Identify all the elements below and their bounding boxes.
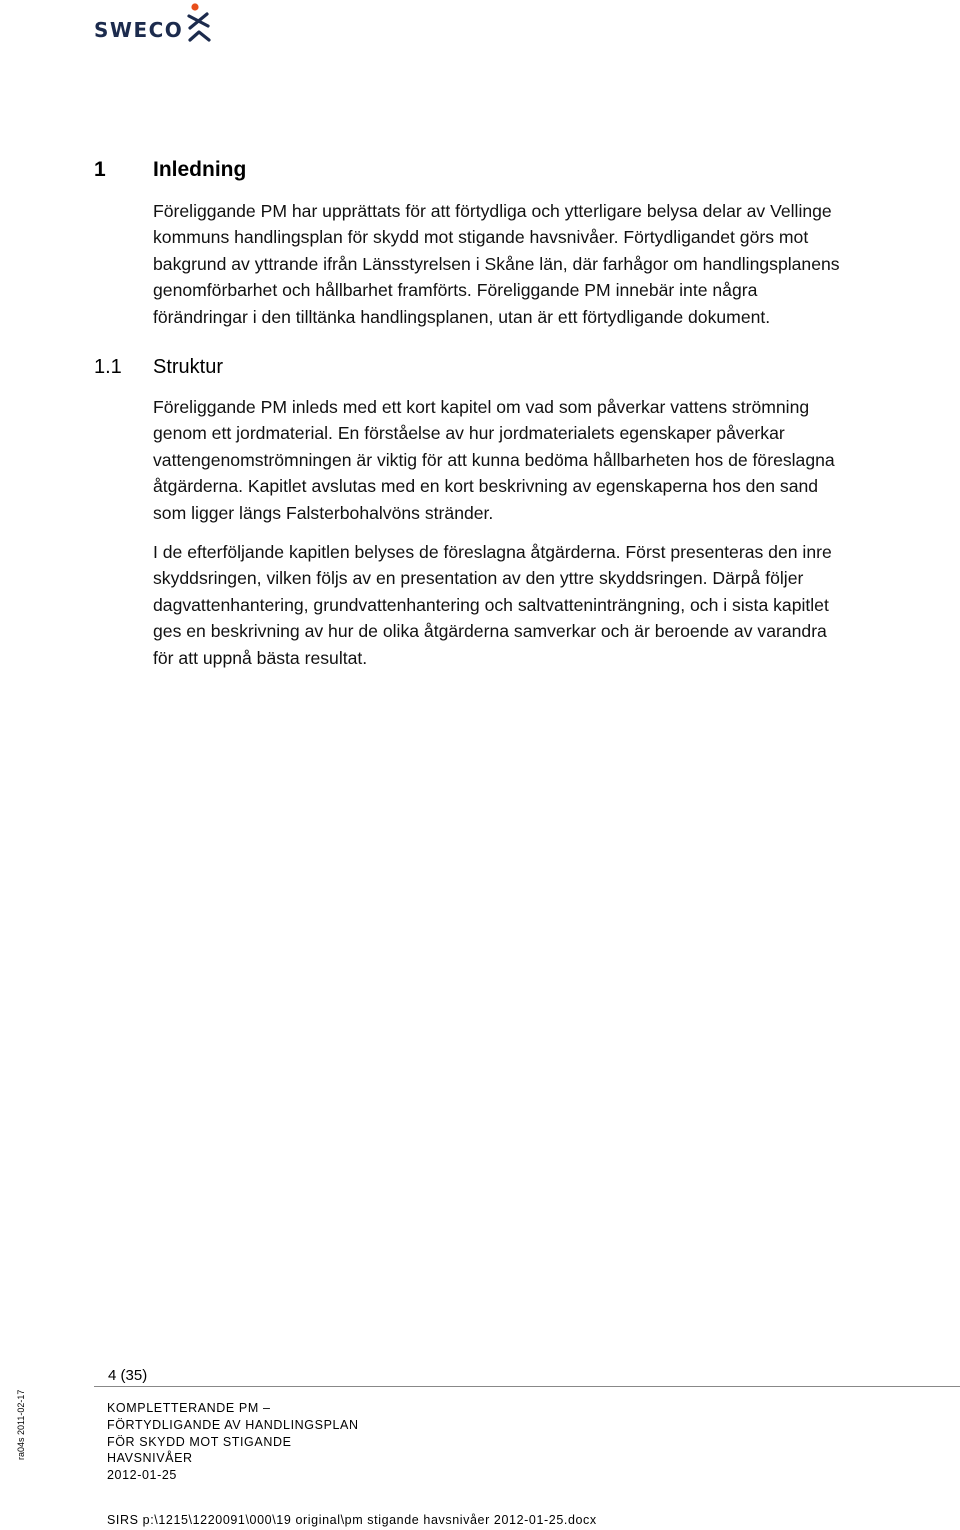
- page-number: 4 (35): [108, 1367, 148, 1384]
- text-line: Föreliggande PM inleds med ett kort kapitel om vad som påverkar vattens strömning: [153, 397, 810, 417]
- text-line: I de efterföljande kapitlen belyses de föreslagna åtgärderna. Först presenteras den inre: [153, 542, 832, 562]
- text-line: genom ett jordmaterial. En förståelse av hur jordmaterialets egenskaper påverkar: [153, 423, 785, 444]
- section-heading-struktur: [94, 354, 223, 380]
- footer-date: 2012-01-25: [107, 1468, 177, 1483]
- sweco-logo: [94, 2, 212, 42]
- paragraph-intro: [153, 198, 953, 330]
- subsection-title: Struktur: [153, 356, 224, 378]
- paragraph-structure-2: [153, 539, 953, 671]
- text-line: kommuns handlingsplan för skydd mot stigande havsnivåer. Förtydligandet görs mot: [153, 227, 809, 248]
- text-line: vattengenomströmningen är viktig för att kunna bedöma hållbarheten hos de föreslagna: [153, 449, 835, 470]
- logo-text: SWECO: [94, 17, 184, 42]
- text-line: Föreliggande PM har upprättats för att förtydliga och ytterligare belysa delar av Vellinge: [153, 201, 832, 221]
- footer-title-line: FÖR SKYDD MOT STIGANDE: [107, 1434, 292, 1449]
- text-line: dagvattenhantering, grundvattenhantering och saltvatteninträngning, och i sista kapitlet: [153, 594, 829, 615]
- text-line: bakgrund av yttrande ifrån Länsstyrelsen i Skåne län, där farhågor om handlingsplanens: [153, 253, 840, 274]
- text-line: förändringar i den tilltänka handlingsplanen, utan är ett förtydligande dokument.: [153, 306, 771, 327]
- footer-file-path: SIRS p:\1215\1220091\000\19 original\pm stigande havsnivåer 2012-01-25.docx: [107, 1513, 597, 1527]
- text-line: skyddsringen, vilken följs av en presentation av den yttre skyddsringen. Därpå följer: [153, 568, 804, 589]
- text-line: för att uppnå bästa resultat.: [153, 647, 368, 668]
- section-number: 1: [94, 158, 106, 181]
- text-line: ges en beskrivning av hur de olika åtgärderna samverkar och är beroende av varandra: [153, 621, 827, 642]
- footer-title-line: FÖRTYDLIGANDE AV HANDLINGSPLAN: [107, 1417, 359, 1432]
- section-title: Inledning: [153, 158, 247, 181]
- footer-divider: [94, 1386, 960, 1387]
- paragraph-structure-1: [153, 394, 953, 526]
- text-line: genomförbarhet och hållbarhet framförts. Föreliggande PM innebär inte några: [153, 280, 758, 301]
- template-code: ra04s 2011-02-17: [16, 1389, 26, 1460]
- sweco-figure-icon: [186, 2, 212, 42]
- section-heading-inledning: [94, 157, 246, 183]
- footer-title-line: KOMPLETTERANDE PM –: [107, 1401, 271, 1415]
- footer-document-title: [107, 1400, 359, 1484]
- text-line: åtgärderna. Kapitlet avslutas med en kort beskrivning av egenskaperna hos den sand: [153, 476, 819, 497]
- footer-title-line: HAVSNIVÅER: [107, 1451, 193, 1466]
- subsection-number: 1.1: [94, 356, 122, 378]
- text-line: som ligger längs Falsterbohalvöns stränder.: [153, 502, 494, 523]
